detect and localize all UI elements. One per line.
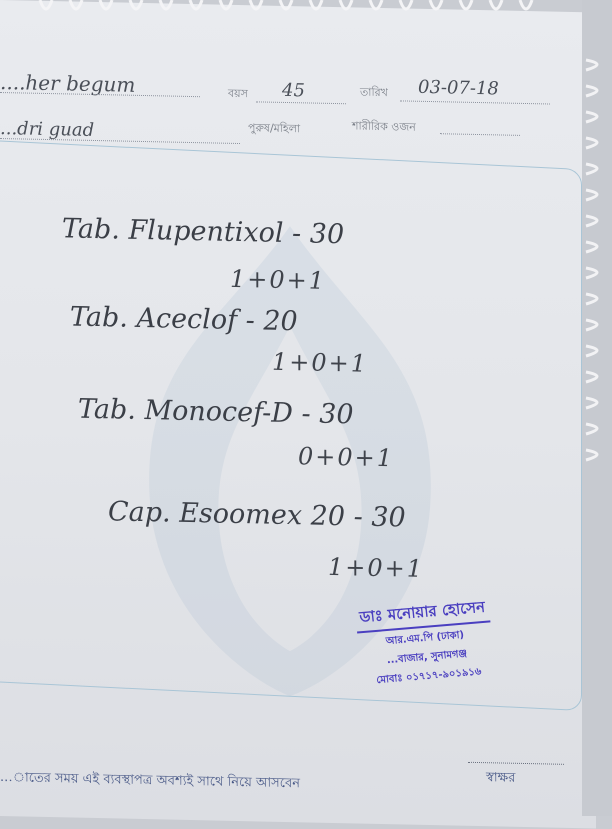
age-label: বয়স [228, 86, 248, 101]
rx-dose-3: 0+0+1 [298, 442, 395, 473]
rx-item-1: Tab. Flupentixol - 30 [62, 213, 345, 251]
rx-dose-2: 1+0+1 [272, 347, 369, 378]
stamp-doctor-name: ডাঃ মনোয়ার হোসেন [354, 595, 490, 633]
rx-item-3: Tab. Monocef-D - 30 [78, 393, 354, 431]
weight-label: শারীরিক ওজন [352, 119, 416, 134]
stamp-qualification: আর.এম.পি (ঢাকা) [385, 629, 465, 648]
date-value: 03-07-18 [418, 76, 499, 100]
date-dotted-line [400, 100, 550, 104]
patient-address: ...dri guad [0, 118, 95, 141]
rx-item-2: Tab. Aceclof - 20 [70, 301, 298, 338]
stamp-location: ...বাজার, সুনামগঞ্জ [386, 648, 468, 667]
signature-line [468, 762, 564, 765]
side-spiral-binding-icon [582, 0, 612, 816]
age-value: 45 [282, 79, 305, 102]
weight-dotted-line [440, 133, 520, 136]
date-label: তারিখ [360, 85, 388, 100]
age-dotted-line [256, 101, 346, 104]
footer-note: ...াতের সময় এই ব্যবস্থাপত্র অবশ্যই সাথে নিয়ে আসবেন [0, 770, 300, 792]
gender-label: পুরুষ/মহিলা [248, 121, 301, 136]
stamp-phone: মোবাঃ ০১৭১৭-৯০১৯১৬ [375, 666, 482, 687]
patient-name: ....her begum [0, 70, 136, 97]
rx-dose-4: 1+0+1 [328, 552, 425, 583]
rx-item-4: Cap. Esoomex 20 - 30 [108, 496, 406, 534]
signature-label: স্বাক্ষর [486, 770, 516, 786]
top-spiral-binding-icon [0, 0, 612, 40]
rx-dose-1: 1+0+1 [230, 264, 327, 295]
